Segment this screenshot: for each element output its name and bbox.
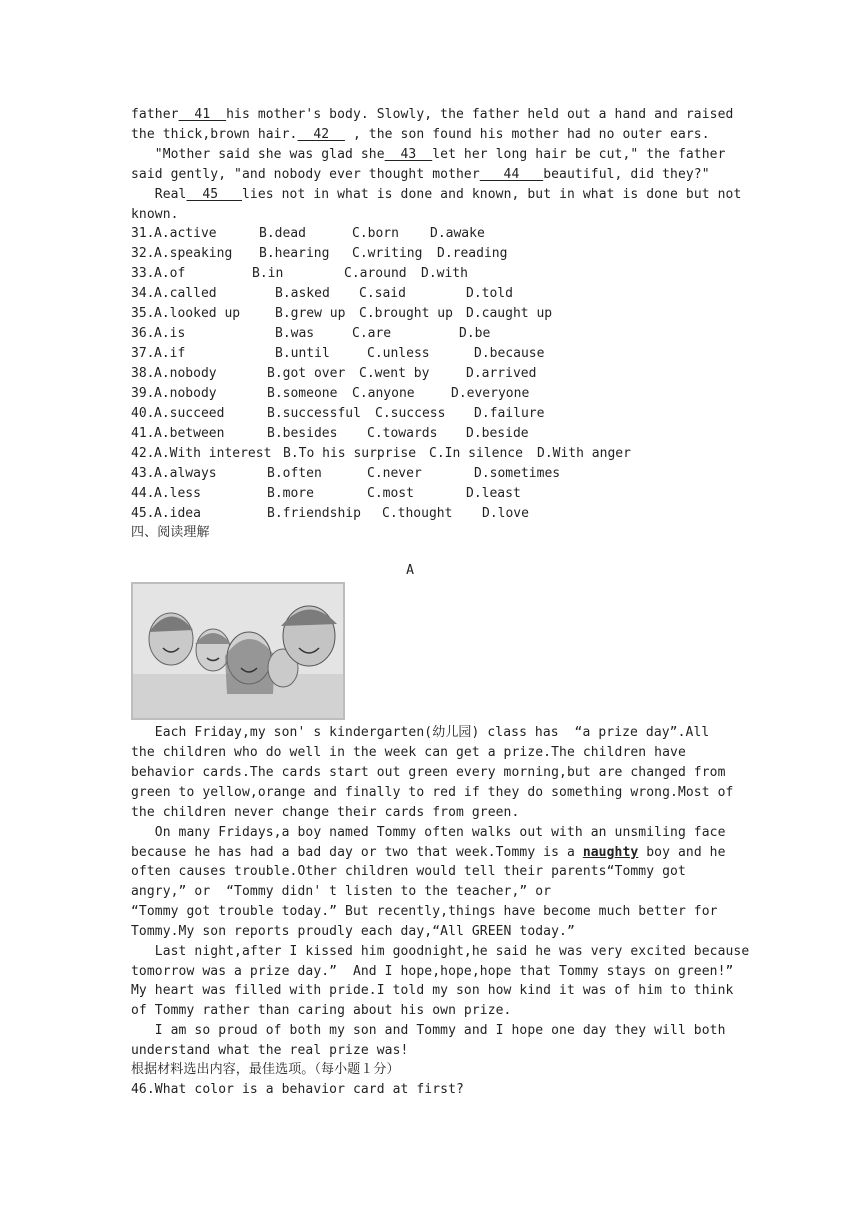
option-d[interactable]: D.arrived — [466, 366, 537, 381]
option-c[interactable]: C.anyone — [352, 386, 415, 401]
option-d[interactable]: D.everyone — [451, 386, 530, 401]
question-number: 40. — [131, 406, 155, 421]
option-c[interactable]: C.went by — [359, 366, 430, 381]
passage-line: the children never change their cards from green. — [131, 805, 520, 820]
question-number: 35. — [131, 306, 155, 321]
option-b[interactable]: B.someone — [267, 386, 338, 401]
option-b[interactable]: B.successful — [267, 406, 361, 421]
passage-line: "Mother said she was glad she 43 let her long hair be cut," the father — [131, 147, 726, 162]
option-d[interactable]: D.caught up — [466, 306, 553, 321]
question-number: 45. — [131, 506, 155, 521]
option-c[interactable]: C.In silence — [429, 446, 523, 461]
option-a[interactable]: A.called — [154, 286, 217, 301]
blank-43[interactable]: 43 — [384, 147, 433, 162]
option-a[interactable]: A.looked up — [154, 306, 241, 321]
option-c[interactable]: C.most — [367, 486, 414, 501]
option-a[interactable]: A.succeed — [154, 406, 225, 421]
question-number: 34. — [131, 286, 155, 301]
question-number: 42. — [131, 446, 155, 461]
option-a[interactable]: A.nobody — [154, 386, 217, 401]
passage-line: My heart was filled with pride.I told my son how kind it was of him to think — [131, 983, 734, 999]
passage-line: “Tommy got trouble today.” But recently,things have become much better for — [131, 903, 718, 919]
option-a[interactable]: A.if — [154, 346, 186, 361]
option-a[interactable]: A.active — [154, 226, 217, 241]
passage-line: the thick,brown hair. 42 , the son found his mother had no outer ears. — [131, 127, 710, 142]
passage-line: because he has had a bad day or two that week.Tommy is a naughty boy and he — [131, 845, 726, 860]
option-b[interactable]: B.friendship — [267, 506, 361, 521]
option-a[interactable]: A.of — [154, 266, 186, 281]
passage-line: green to yellow,orange and finally to red if they do something wrong.Most of — [131, 785, 734, 800]
option-c[interactable]: C.thought — [382, 506, 453, 521]
question-number: 38. — [131, 366, 155, 381]
question-number: 31. — [131, 226, 155, 241]
passage-line: Tommy.My son reports proudly each day,“All GREEN today.” — [131, 923, 575, 939]
option-d[interactable]: D.told — [466, 286, 513, 301]
option-b[interactable]: B.asked — [275, 286, 330, 301]
passage-line: Each Friday,my son' s kindergarten(幼儿园) class has “a prize day”.All — [131, 725, 710, 740]
passage-line: known. — [131, 207, 179, 222]
passage-line: understand what the real prize was! — [131, 1043, 409, 1059]
option-b[interactable]: B.besides — [267, 426, 338, 441]
question-number: 39. — [131, 386, 155, 401]
option-c[interactable]: C.are — [352, 326, 392, 341]
keyword-naughty: naughty — [582, 845, 639, 860]
passage-line: angry,” or “Tommy didn' t listen to the teacher,” or — [131, 883, 552, 899]
passage-line: the children who do well in the week can get a prize.The children have — [131, 745, 686, 760]
option-b[interactable]: B.until — [275, 346, 330, 361]
passage-line: Last night,after I kissed him goodnight,he said he was very excited because — [131, 943, 750, 959]
option-c[interactable]: C.around — [344, 266, 407, 281]
question-number: 41. — [131, 426, 155, 441]
question-number: 43. — [131, 466, 155, 481]
option-b[interactable]: B.hearing — [259, 246, 330, 261]
option-a[interactable]: A.speaking — [154, 246, 233, 261]
option-b[interactable]: B.dead — [259, 226, 306, 241]
passage-line: of Tommy rather than caring about his own prize. — [131, 1003, 512, 1019]
question-number: 44. — [131, 486, 155, 501]
option-d[interactable]: D.with — [421, 266, 468, 281]
option-c[interactable]: C.never — [367, 466, 422, 481]
section-title: 四、阅读理解 — [131, 525, 210, 540]
blank-41[interactable]: 41 — [178, 107, 227, 122]
option-c[interactable]: C.unless — [367, 346, 430, 361]
option-a[interactable]: A.With interest — [154, 446, 272, 461]
option-a[interactable]: A.less — [154, 486, 201, 501]
question-number: 32. — [131, 246, 155, 261]
option-a[interactable]: A.is — [154, 326, 186, 341]
option-b[interactable]: B.grew up — [275, 306, 346, 321]
option-d[interactable]: D.be — [459, 326, 491, 341]
option-d[interactable]: D.least — [466, 486, 521, 501]
option-d[interactable]: D.awake — [430, 226, 485, 241]
option-d[interactable]: D.sometimes — [474, 466, 561, 481]
blank-42[interactable]: 42 — [297, 127, 346, 142]
passage-line: father 41 his mother's body. Slowly, the father held out a hand and raised — [131, 107, 734, 122]
option-a[interactable]: A.idea — [154, 506, 201, 521]
question-number: 37. — [131, 346, 155, 361]
option-a[interactable]: A.nobody — [154, 366, 217, 381]
passage-line: behavior cards.The cards start out green every morning,but are changed from — [131, 765, 726, 780]
passage-line: I am so proud of both my son and Tommy and I hope one day they will both — [131, 1023, 726, 1039]
passage-line: often causes trouble.Other children would tell their parents“Tommy got — [131, 864, 686, 879]
children-photo — [131, 582, 345, 720]
option-c[interactable]: C.success — [375, 406, 446, 421]
option-d[interactable]: D.With anger — [537, 446, 631, 461]
option-b[interactable]: B.often — [267, 466, 322, 481]
option-c[interactable]: C.writing — [352, 246, 423, 261]
option-b[interactable]: B.was — [275, 326, 315, 341]
option-d[interactable]: D.reading — [437, 246, 508, 261]
blank-45[interactable]: 45 — [186, 187, 242, 202]
option-b[interactable]: B.in — [252, 266, 284, 281]
option-d[interactable]: D.love — [482, 506, 529, 521]
option-d[interactable]: D.failure — [474, 406, 545, 421]
option-a[interactable]: A.between — [154, 426, 225, 441]
option-c[interactable]: C.towards — [367, 426, 438, 441]
option-c[interactable]: C.said — [359, 286, 406, 301]
passage-line: On many Fridays,a boy named Tommy often walks out with an unsmiling face — [131, 825, 726, 840]
question-46: 46.What color is a behavior card at first? — [131, 1082, 464, 1097]
question-number: 33. — [131, 266, 155, 281]
instruction-text: 根据材料选出内容，最佳选项。（每小题１分） — [131, 1062, 400, 1077]
blank-44[interactable]: 44 — [479, 167, 544, 182]
option-b[interactable]: B.To his surprise — [283, 446, 417, 461]
option-b[interactable]: B.more — [267, 486, 314, 501]
option-c[interactable]: C.brought up — [359, 306, 453, 321]
passage-line: said gently, "and nobody ever thought mother 44 beautiful, did they?" — [131, 167, 710, 182]
option-d[interactable]: D.beside — [466, 426, 529, 441]
passage-line: Real 45 lies not in what is done and known, but in what is done but not — [131, 187, 742, 202]
option-d[interactable]: D.because — [474, 346, 545, 361]
part-label: A — [406, 563, 414, 578]
option-a[interactable]: A.always — [154, 466, 217, 481]
question-number: 36. — [131, 326, 155, 341]
passage-line: tomorrow was a prize day.” And I hope,hope,hope that Tommy stays on green!” — [131, 963, 734, 979]
option-b[interactable]: B.got over — [267, 366, 346, 381]
option-c[interactable]: C.born — [352, 226, 399, 241]
